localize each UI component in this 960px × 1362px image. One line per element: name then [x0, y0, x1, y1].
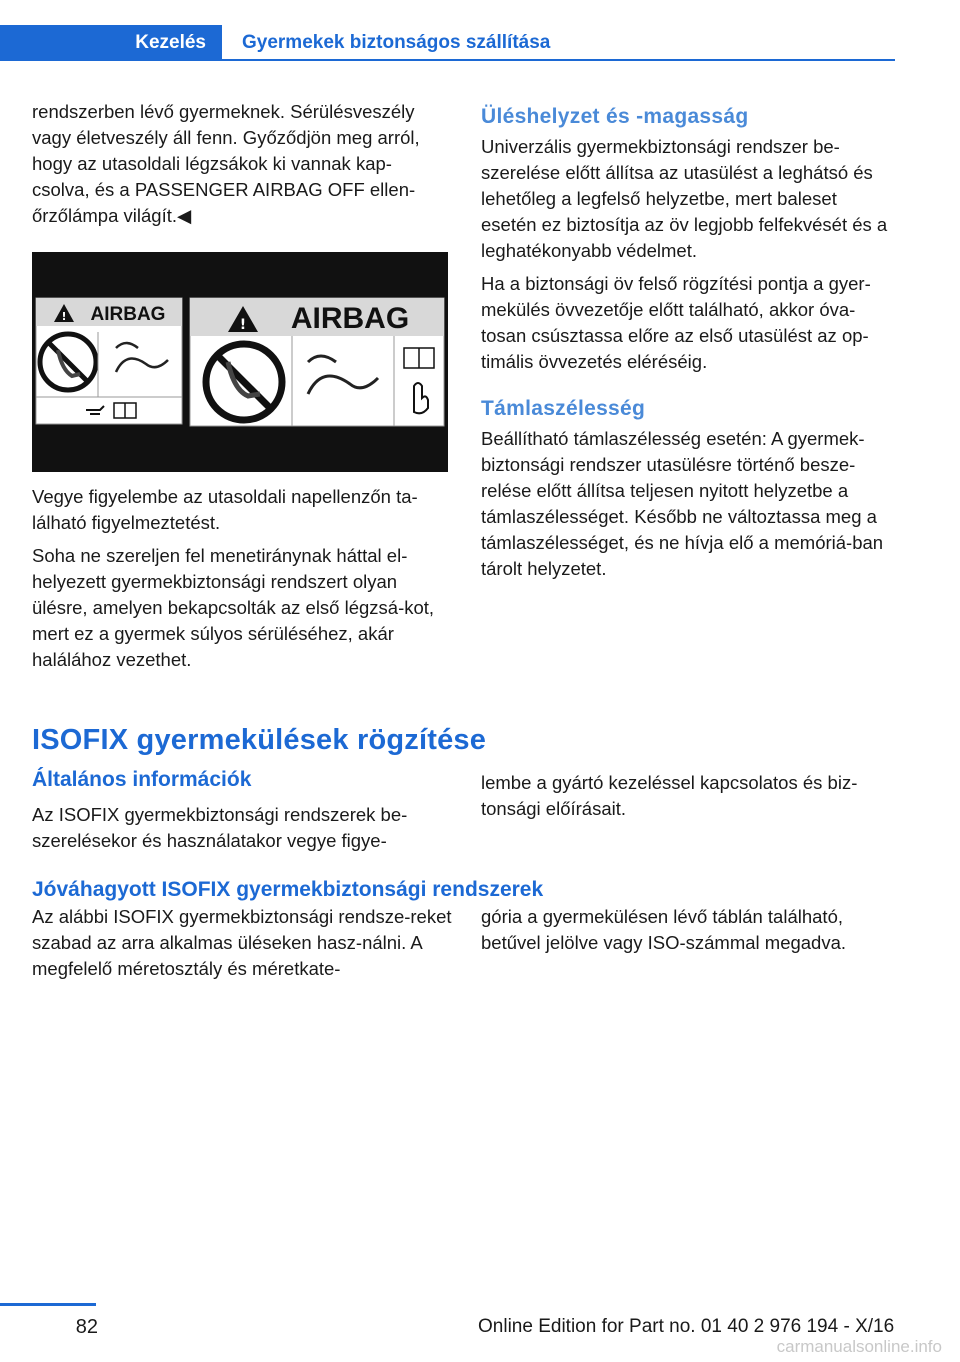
left-paragraph-3: Soha ne szereljen fel menetiránynak háttal el-helyezett gyermekbiztonsági rendszert olyan ülésre, amelyen bekapcsolták az első légzsá-kot, mert ez a gyermek súlyos sérüléséhez, akár halálához vezethet.: [32, 545, 435, 670]
general-info-left: Az ISOFIX gyermekbiztonsági rendszerek be-szerelésekor és használatakor vegye figye-: [32, 804, 408, 851]
footer-divider: [0, 1303, 96, 1306]
approved-systems-left: Az alábbi ISOFIX gyermekbiztonsági rendsze-reket szabad az arra alkalmas üléseken hasz-nálni. A megfelelő méretosztály és méretkate-: [32, 906, 452, 979]
left-paragraph-2: Vegye figyelembe az utasoldali napellenzőn ta-lálható figyelmeztetést.: [32, 486, 418, 533]
tab-kezeles[interactable]: Kezelés: [0, 25, 222, 61]
seat-position-heading: Üléshelyzet és -magasság: [481, 105, 749, 128]
watermark: carmanualsonline.info: [776, 1337, 942, 1356]
isofix-title: ISOFIX gyermekülések rögzítése: [32, 724, 487, 756]
approved-systems-right: gória a gyermekülésen lévő táblán található, betűvel jelölve vagy ISO-számmal megadva.: [481, 906, 847, 953]
right-paragraph-2: Ha a biztonsági öv felső rögzítési pontja a gyer-mekülés övvezetője előtt található, akkor óva-tosan csúsztassa előre az első utasülést az op-timális övvezetés eléréséig.: [481, 273, 871, 372]
airbag-warning-figure: [32, 252, 448, 472]
general-info-right: lembe a gyártó kezeléssel kapcsolatos és biz-tonsági előírásait.: [481, 772, 858, 819]
large-airbag-text: AIRBAG: [290, 302, 410, 335]
right-paragraph-3: Beállítható támlaszélesség esetén: A gyermek-biztonsági rendszer utasülésre történő besze-relése előtt állítsa teljesen nyitott helyzetbe a támlaszélességet. Később ne változtassa meg a támlaszélességet, és ne hívja elő a memóriá-ban tárolt helyzetet.: [481, 428, 884, 579]
backrest-width-heading: Támlaszélesség: [481, 397, 646, 420]
tab-section-title[interactable]: Gyermekek biztonságos szállítása: [242, 32, 551, 53]
header-divider: [222, 59, 895, 61]
header-tabbar: [0, 25, 895, 61]
left-paragraph-1: rendszerben lévő gyermeknek. Sérülésveszély vagy életveszély áll fenn. Győződjön meg arról, hogy az utasoldali légzsákok ki vannak kap-csolva, és a PASSENGER AIRBAG OFF ellen-őrzőlámpa világít.◀: [32, 101, 420, 226]
left-column: [32, 99, 448, 236]
svg-text:!: !: [61, 310, 67, 323]
small-airbag-text: AIRBAG: [90, 304, 166, 325]
svg-text:!: !: [239, 317, 247, 333]
edition-text: Online Edition for Part no. 01 40 2 976 194 - X/16: [478, 1316, 895, 1337]
right-column: [481, 103, 897, 589]
page-number: 82: [75, 1316, 98, 1338]
left-column-lower: [32, 484, 448, 680]
airbag-warning-illustration: [32, 252, 448, 472]
general-info-heading: Általános információk: [32, 768, 252, 791]
approved-systems-heading: Jóváhagyott ISOFIX gyermekbiztonsági rendszerek: [32, 878, 544, 901]
right-paragraph-1: Univerzális gyermekbiztonsági rendszer be-szerelése előtt állítsa az utasülést a leghátsó és lehetőleg a legfelső helyzetbe, mert baleset esetén ez biztosítja az öv legjobb felfekvését és a leghatékonyabb védelmet.: [481, 136, 888, 261]
